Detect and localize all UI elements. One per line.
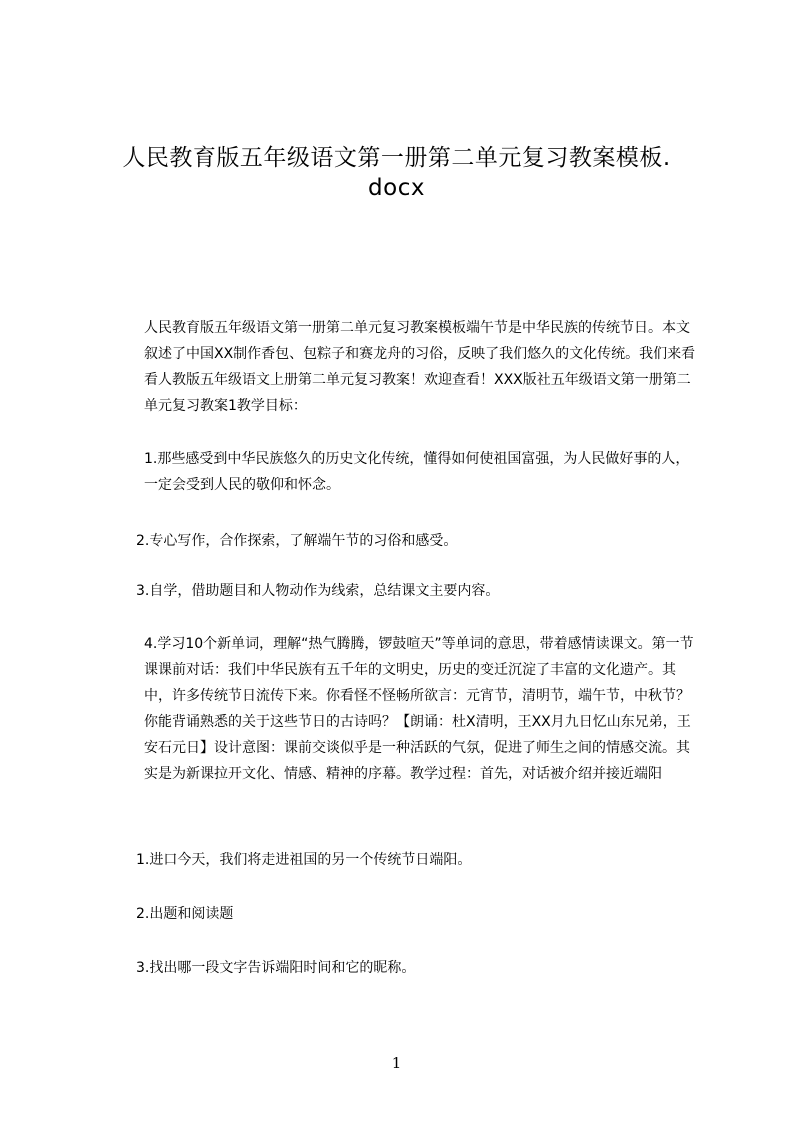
objective-4-text: 4.学习10个新单词，理解“热气腾腾，锣鼓喧天”等单词的意思，带着感情读课文。第一节课课前对话：我们中华民族有五千年的文明史，历史的变迁沉淀了丰富的文化遗产。其中，许多传统节日流传下来。你看怪不怪畅所欲言：元宵节，清明节，端午节，中秋节？你能背诵熟悉的关于这些节日的古诗吗？【朗诵：杜X清明，王XX月九日忆山东兄弟，王安石元日】设计意图：课前交谈似乎是一种活跃的气氛，促进了师生之间的情感交流。其实是为新课拉开文化、情感、精神的序幕。教学过程：首先，对话被介绍并接近端阳 bbox=[144, 636, 694, 782]
objective-1-text: 1.那些感受到中华民族悠久的历史文化传统，懂得如何使祖国富强，为人民做好事的人，一定会受到人民的敬仰和怀念。 bbox=[144, 451, 690, 493]
objective-2-paragraph bbox=[117, 528, 700, 554]
objective-3-text: 3.自学，借助题目和人物动作为线索，总结课文主要内容。 bbox=[136, 583, 500, 599]
intro-paragraph bbox=[117, 315, 700, 419]
objective-1-paragraph bbox=[117, 446, 700, 498]
document-title-line-1: 人民教育版五年级语文第一册第二单元复习教案模板. bbox=[122, 145, 671, 171]
intro-paragraph-text: 人民教育版五年级语文第一册第二单元复习教案模板端午节是中华民族的传统节日。本文叙述了中国XX制作香包、包粽子和赛龙舟的习俗，反映了我们悠久的文化传统。我们来看看人教版五年级语文上册第二单元复习教案！欢迎查看！XXX版社五年级语文第一册第二单元复习教案1教学目标： bbox=[144, 320, 696, 414]
step-1-text: 1.进口今天，我们将走进祖国的另一个传统节日端阳。 bbox=[136, 852, 472, 868]
step-2-text: 2.出题和阅读题 bbox=[136, 906, 234, 922]
step-3-paragraph bbox=[117, 955, 700, 981]
objective-4-paragraph bbox=[117, 631, 700, 813]
document-title-line-2: docx bbox=[368, 175, 425, 201]
step-2-paragraph bbox=[117, 901, 700, 927]
page-number: 1 bbox=[391, 1054, 402, 1072]
objective-3-paragraph bbox=[117, 578, 700, 604]
step-3-text: 3.找出哪一段文字告诉端阳时间和它的昵称。 bbox=[136, 960, 416, 976]
document-title bbox=[60, 143, 733, 203]
step-1-paragraph bbox=[117, 847, 700, 873]
objective-2-text: 2.专心写作，合作探索，了解端午节的习俗和感受。 bbox=[136, 533, 458, 549]
